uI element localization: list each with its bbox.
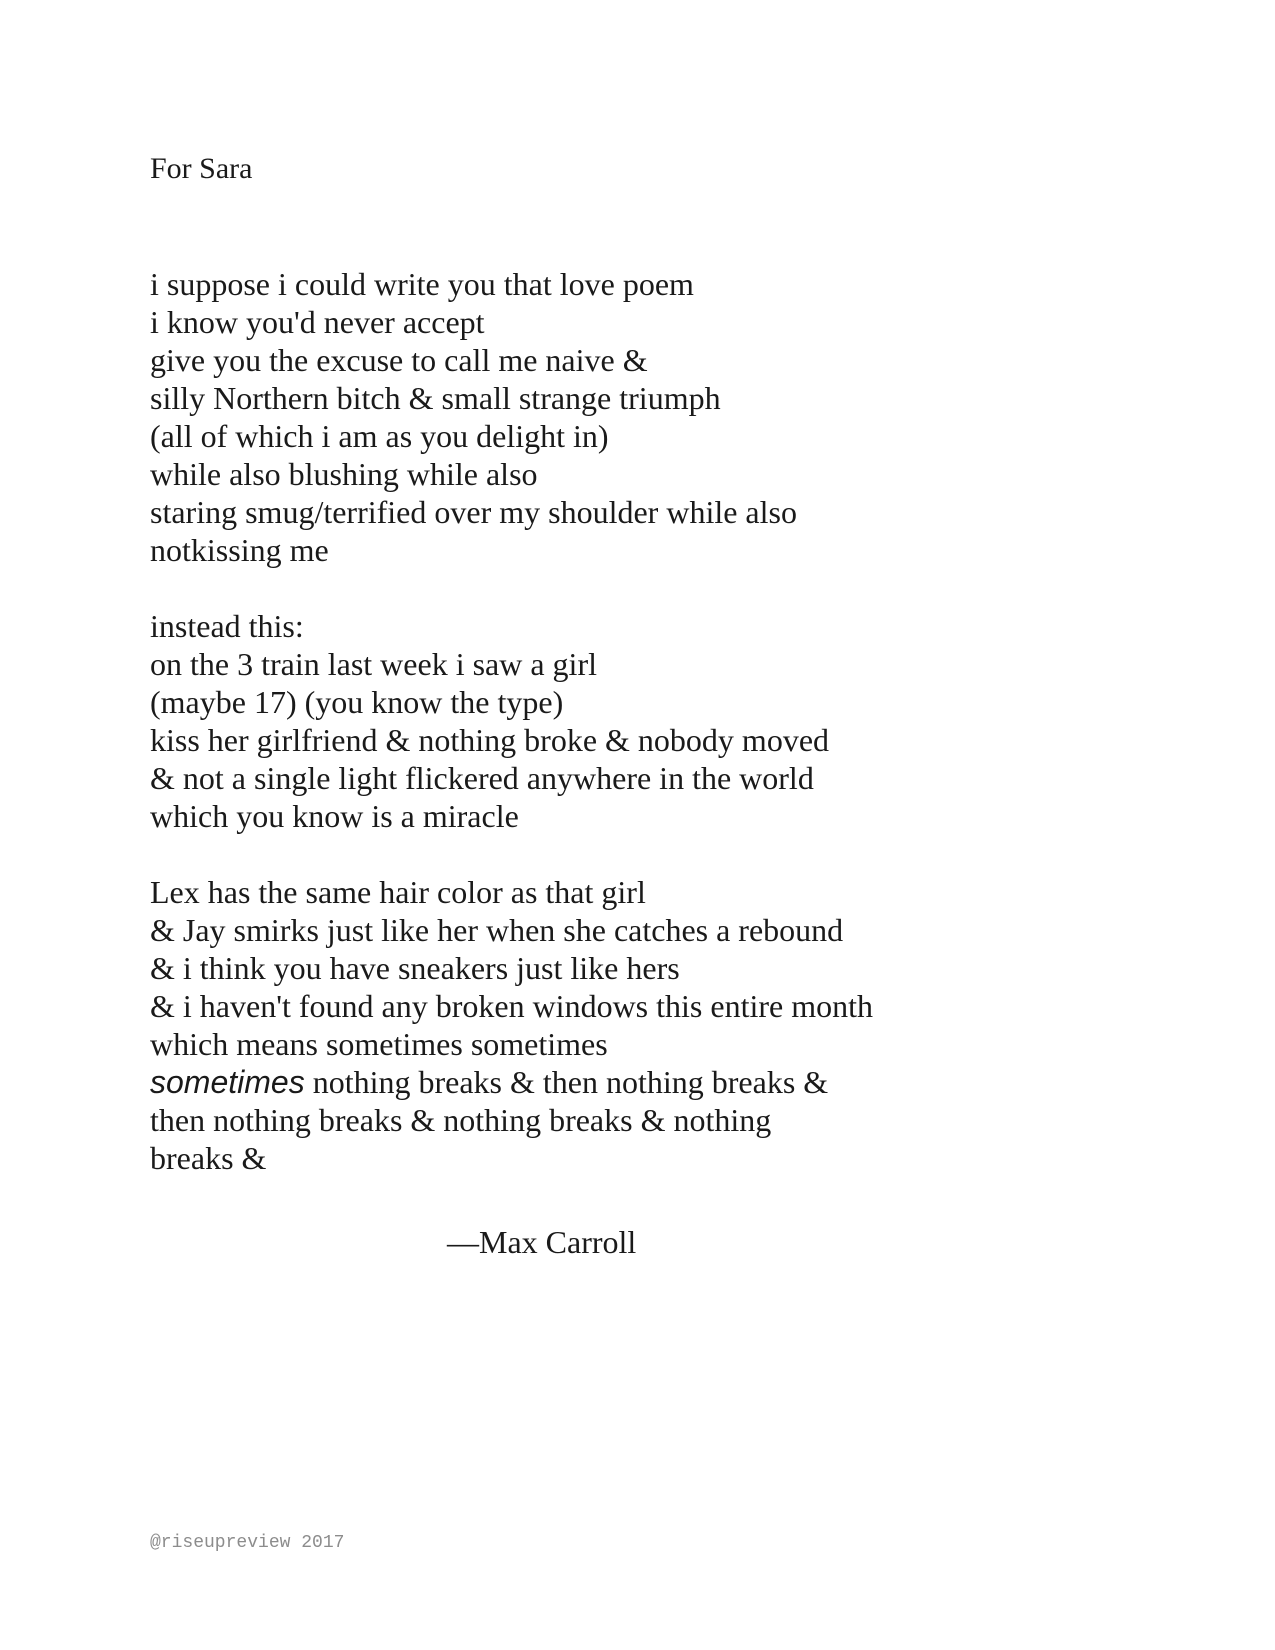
poem-line: while also blushing while also — [150, 456, 538, 492]
copyright-footer: @riseupreview 2017 — [150, 1533, 345, 1553]
poem-line: staring smug/terrified over my shoulder while also — [150, 494, 797, 530]
poem-line: Lex has the same hair color as that girl — [150, 874, 646, 910]
poem-line: & i think you have sneakers just like hers — [150, 950, 680, 986]
italic-word: sometimes — [150, 1064, 305, 1100]
poem-body — [150, 265, 1150, 1215]
poem-line: & Jay smirks just like her when she catches a rebound — [150, 912, 844, 948]
stanza-3 — [150, 873, 1150, 1177]
poem-line: then nothing breaks & nothing breaks & nothing — [150, 1102, 772, 1138]
poem-line: & i haven't found any broken windows this entire month — [150, 988, 873, 1024]
poem-line: i suppose i could write you that love poem — [150, 266, 694, 302]
author-signature: —Max Carroll — [447, 1224, 637, 1260]
poem-line-italic — [150, 1063, 1150, 1101]
poem-line: (maybe 17) (you know the type) — [150, 684, 564, 720]
poem-line: on the 3 train last week i saw a girl — [150, 646, 597, 682]
poem-line: & not a single light flickered anywhere in the world — [150, 760, 814, 796]
poem-title: For Sara — [150, 152, 253, 185]
poem-line: which you know is a miracle — [150, 798, 519, 834]
stanza-2 — [150, 607, 1150, 835]
poem-line: breaks & — [150, 1140, 267, 1176]
poem-line: i know you'd never accept — [150, 304, 485, 340]
line-rest: nothing breaks & then nothing breaks & — [304, 1064, 829, 1100]
poem-line: kiss her girlfriend & nothing broke & nobody moved — [150, 722, 830, 758]
poem-line: which means sometimes sometimes — [150, 1026, 608, 1062]
poem-line: silly Northern bitch & small strange triumph — [150, 380, 721, 416]
poem-line: notkissing me — [150, 532, 329, 568]
poem-line: instead this: — [150, 608, 304, 644]
poem-line: give you the excuse to call me naive & — [150, 342, 648, 378]
poem-line: (all of which i am as you delight in) — [150, 418, 609, 454]
stanza-1 — [150, 265, 1150, 569]
